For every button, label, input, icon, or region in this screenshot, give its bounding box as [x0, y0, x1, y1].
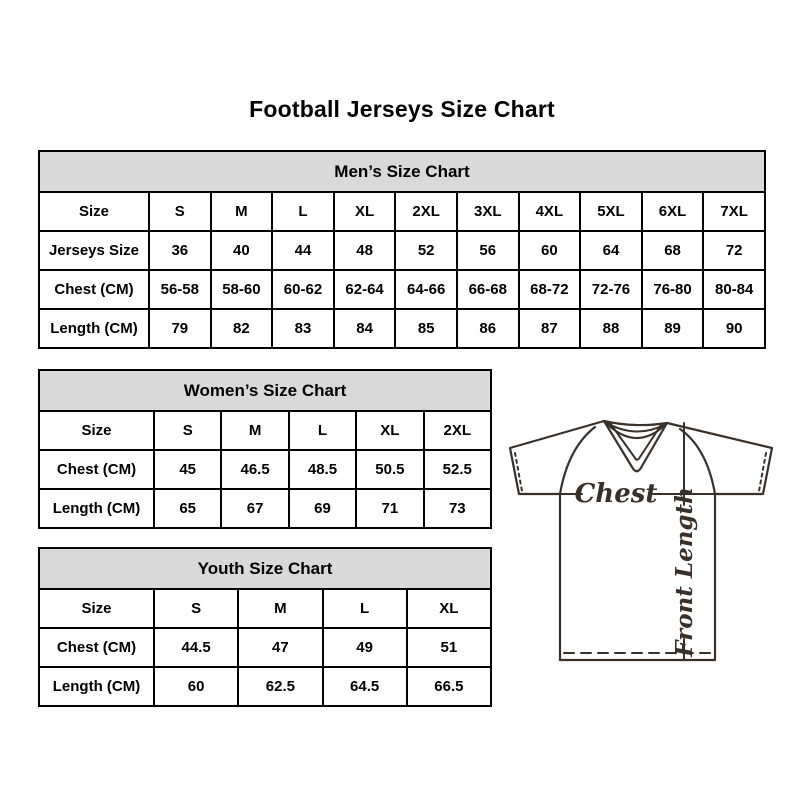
data-cell: S: [154, 411, 221, 450]
row-label: Size: [39, 589, 154, 628]
data-cell: 88: [580, 309, 642, 348]
data-cell: 47: [238, 628, 322, 667]
data-cell: 76-80: [642, 270, 704, 309]
womens-size-table: [38, 369, 492, 529]
table-row: [39, 231, 765, 270]
table-row: [39, 450, 491, 489]
data-cell: S: [149, 192, 211, 231]
data-cell: 66.5: [407, 667, 491, 706]
data-cell: 6XL: [642, 192, 704, 231]
data-cell: S: [154, 589, 238, 628]
page-title: Football Jerseys Size Chart: [249, 96, 555, 122]
data-cell: 60: [519, 231, 581, 270]
data-cell: 66-68: [457, 270, 519, 309]
data-cell: 51: [407, 628, 491, 667]
mens-size-table: [38, 150, 766, 349]
data-cell: 50.5: [356, 450, 423, 489]
data-cell: 36: [149, 231, 211, 270]
data-cell: 4XL: [519, 192, 581, 231]
data-cell: 56: [457, 231, 519, 270]
data-cell: 52: [395, 231, 457, 270]
data-cell: 84: [334, 309, 396, 348]
data-cell: 7XL: [703, 192, 765, 231]
data-cell: 67: [221, 489, 288, 528]
table-row: [39, 411, 491, 450]
row-label: Jerseys Size: [39, 231, 149, 270]
data-cell: 80-84: [703, 270, 765, 309]
front-length-label: Front Length: [671, 487, 698, 657]
data-cell: 64.5: [323, 667, 407, 706]
data-cell: M: [221, 411, 288, 450]
row-label: Chest (CM): [39, 450, 154, 489]
data-cell: 56-58: [149, 270, 211, 309]
table-title: Youth Size Chart: [39, 548, 491, 589]
data-cell: 44.5: [154, 628, 238, 667]
data-cell: 2XL: [424, 411, 491, 450]
data-cell: 69: [289, 489, 356, 528]
data-cell: 60: [154, 667, 238, 706]
data-cell: 48: [334, 231, 396, 270]
row-label: Length (CM): [39, 667, 154, 706]
data-cell: L: [323, 589, 407, 628]
table-title: Women’s Size Chart: [39, 370, 491, 411]
data-cell: 68: [642, 231, 704, 270]
data-cell: 62.5: [238, 667, 322, 706]
data-cell: 87: [519, 309, 581, 348]
data-cell: 73: [424, 489, 491, 528]
data-cell: 68-72: [519, 270, 581, 309]
data-cell: XL: [407, 589, 491, 628]
data-cell: 86: [457, 309, 519, 348]
data-cell: 49: [323, 628, 407, 667]
data-cell: L: [272, 192, 334, 231]
data-cell: XL: [356, 411, 423, 450]
data-cell: 82: [211, 309, 273, 348]
data-cell: 5XL: [580, 192, 642, 231]
data-cell: 89: [642, 309, 704, 348]
table-title: Men’s Size Chart: [39, 151, 765, 192]
data-cell: 52.5: [424, 450, 491, 489]
data-cell: 64-66: [395, 270, 457, 309]
youth-size-table: [38, 547, 492, 707]
data-cell: 64: [580, 231, 642, 270]
data-cell: 62-64: [334, 270, 396, 309]
row-label: Size: [39, 192, 149, 231]
row-label: Length (CM): [39, 309, 149, 348]
table-row: [39, 628, 491, 667]
data-cell: XL: [334, 192, 396, 231]
table-row: [39, 192, 765, 231]
data-cell: 85: [395, 309, 457, 348]
data-cell: 3XL: [457, 192, 519, 231]
row-label: Size: [39, 411, 154, 450]
table-row: [39, 667, 491, 706]
data-cell: 65: [154, 489, 221, 528]
chest-label: Chest: [574, 479, 658, 509]
data-cell: 2XL: [395, 192, 457, 231]
table-row: [39, 489, 491, 528]
data-cell: L: [289, 411, 356, 450]
data-cell: 40: [211, 231, 273, 270]
data-cell: 46.5: [221, 450, 288, 489]
data-cell: 79: [149, 309, 211, 348]
table-row: [39, 309, 765, 348]
row-label: Chest (CM): [39, 270, 149, 309]
data-cell: M: [238, 589, 322, 628]
data-cell: 48.5: [289, 450, 356, 489]
data-cell: 72-76: [580, 270, 642, 309]
data-cell: 60-62: [272, 270, 334, 309]
data-cell: 58-60: [211, 270, 273, 309]
data-cell: 71: [356, 489, 423, 528]
table-row: [39, 270, 765, 309]
data-cell: 45: [154, 450, 221, 489]
row-label: Length (CM): [39, 489, 154, 528]
row-label: Chest (CM): [39, 628, 154, 667]
jersey-measurement-diagram: [498, 406, 782, 668]
data-cell: 90: [703, 309, 765, 348]
data-cell: M: [211, 192, 273, 231]
table-row: [39, 589, 491, 628]
data-cell: 44: [272, 231, 334, 270]
data-cell: 83: [272, 309, 334, 348]
data-cell: 72: [703, 231, 765, 270]
